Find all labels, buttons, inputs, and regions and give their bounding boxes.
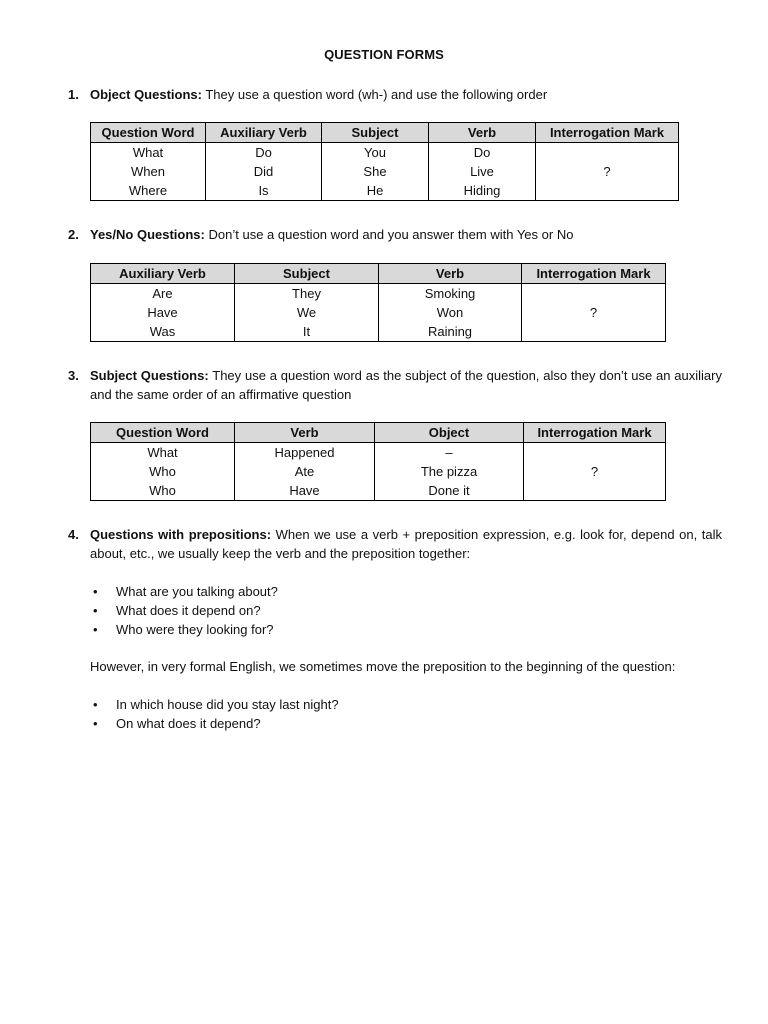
section-number: 4. (68, 527, 79, 542)
list-item: • In which house did you stay last night? (93, 697, 339, 712)
table-cell: He (322, 181, 429, 201)
section-heading: Yes/No Questions: (90, 227, 205, 242)
interrogation-mark: ? (524, 443, 666, 501)
section-yes-no-questions (68, 225, 722, 244)
table-cell: She (322, 162, 429, 181)
page-title: QUESTION FORMS (324, 47, 444, 62)
table-cell: Where (91, 181, 206, 201)
table-row (91, 284, 666, 304)
table-header: Interrogation Mark (536, 123, 679, 143)
table-header: Object (375, 423, 524, 443)
bullet-icon: • (93, 584, 98, 599)
table-cell: Do (206, 143, 322, 163)
section-text: When we use a verb + preposition expression, e.g. look for, depend on, talk about, etc., we usually keep the verb and the preposition together: (90, 527, 722, 561)
table-cell: Did (206, 162, 322, 181)
table-cell: We (235, 303, 379, 322)
example-list-informal (90, 582, 278, 639)
table-cell: Who (91, 462, 235, 481)
table-cell: Hiding (429, 181, 536, 201)
section-questions-with-prepositions (68, 525, 722, 563)
table-cell: – (375, 443, 524, 463)
table-header: Subject (322, 123, 429, 143)
list-item: • Who were they looking for? (93, 622, 274, 637)
section-subject-questions (68, 366, 722, 404)
bullet-icon: • (93, 716, 98, 731)
interrogation-mark: ? (536, 143, 679, 201)
table-header: Auxiliary Verb (91, 264, 235, 284)
list-item: • On what does it depend? (93, 716, 261, 731)
table-header: Verb (235, 423, 375, 443)
table-cell: When (91, 162, 206, 181)
bullet-icon: • (93, 697, 98, 712)
table-cell: Have (235, 481, 375, 501)
section-heading: Questions with prepositions: (90, 527, 272, 542)
section-text: They use a question word as the subject of the question, also they don’t use an auxiliary and the same order of an affirmative question (90, 368, 722, 402)
table-cell: The pizza (375, 462, 524, 481)
table-header: Interrogation Mark (522, 264, 666, 284)
table-cell: Who (91, 481, 235, 501)
section-number: 2. (68, 227, 79, 242)
table-row (91, 443, 666, 463)
section-object-questions (68, 85, 722, 104)
table-header: Auxiliary Verb (206, 123, 322, 143)
table-cell: Happened (235, 443, 375, 463)
table-header: Verb (429, 123, 536, 143)
section-heading: Subject Questions: (90, 368, 209, 383)
table-cell: Have (91, 303, 235, 322)
table-cell: Ate (235, 462, 375, 481)
bullet-icon: • (93, 603, 98, 618)
section-text: Don’t use a question word and you answer them with Yes or No (208, 227, 574, 242)
object-questions-table (90, 122, 679, 201)
example-list-formal (90, 695, 339, 733)
table-header: Interrogation Mark (524, 423, 666, 443)
subject-questions-table (90, 422, 666, 501)
section-number: 3. (68, 368, 79, 383)
table-header: Subject (235, 264, 379, 284)
yes-no-questions-table (90, 263, 666, 342)
interrogation-mark: ? (522, 284, 666, 342)
list-item: • What are you talking about? (93, 584, 278, 599)
table-header: Verb (379, 264, 522, 284)
bullet-icon: • (93, 622, 98, 637)
table-cell: You (322, 143, 429, 163)
table-cell: Are (91, 284, 235, 304)
section-number: 1. (68, 87, 79, 102)
table-cell: Smoking (379, 284, 522, 304)
section-heading: Object Questions: (90, 87, 202, 102)
table-cell: Is (206, 181, 322, 201)
table-header: Question Word (91, 123, 206, 143)
section-text: They use a question word (wh-) and use the following order (205, 87, 548, 102)
table-cell: Live (429, 162, 536, 181)
table-cell: Was (91, 322, 235, 342)
table-cell: Done it (375, 481, 524, 501)
table-cell: What (91, 443, 235, 463)
list-item: • What does it depend on? (93, 603, 261, 618)
table-cell: Won (379, 303, 522, 322)
table-row (91, 143, 679, 163)
table-cell: They (235, 284, 379, 304)
table-header: Question Word (91, 423, 235, 443)
table-cell: Raining (379, 322, 522, 342)
table-cell: Do (429, 143, 536, 163)
formal-english-note: However, in very formal English, we sometimes move the preposition to the beginning of the question: (90, 659, 676, 674)
table-cell: It (235, 322, 379, 342)
table-cell: What (91, 143, 206, 163)
